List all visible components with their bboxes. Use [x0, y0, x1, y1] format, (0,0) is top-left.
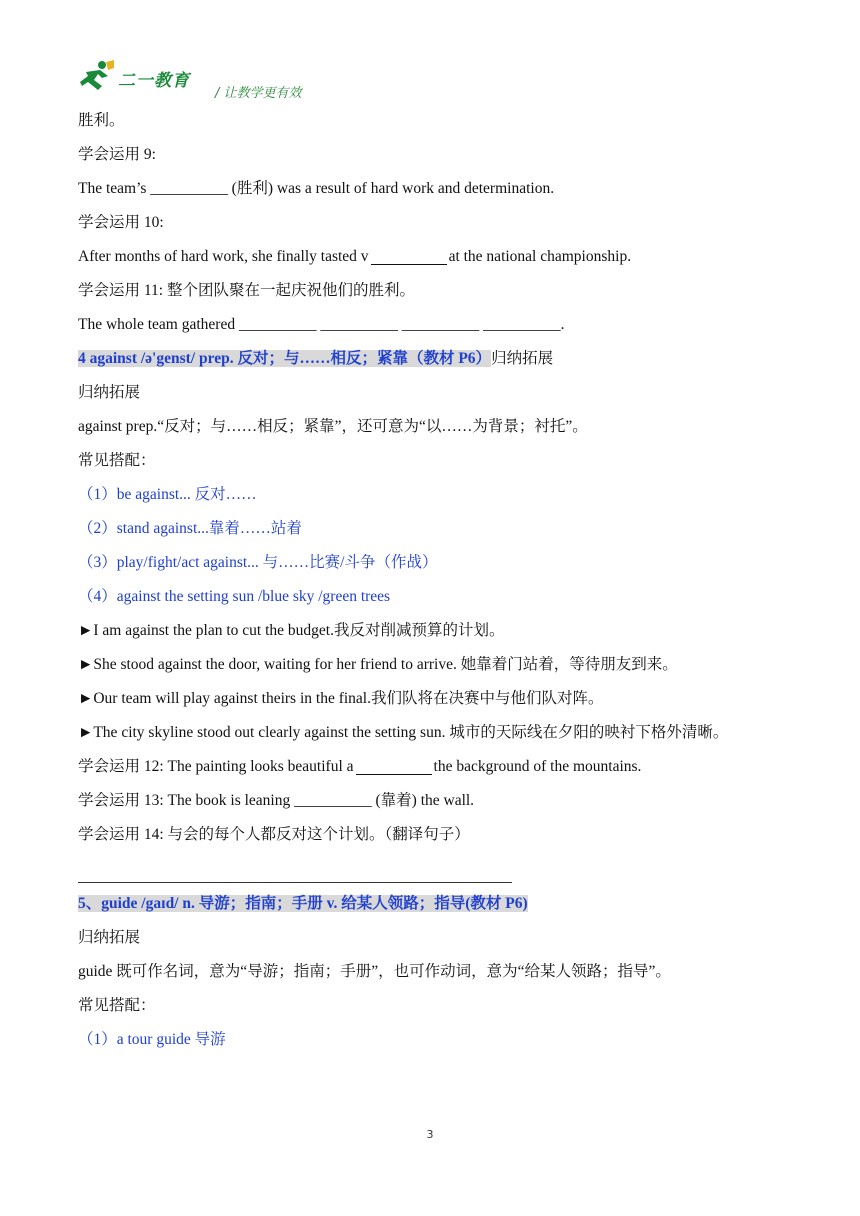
sentence-part: After months of hard work, she finally tasted v: [78, 248, 369, 265]
exercise-label: 学会运用 9:: [78, 146, 156, 163]
exercise-sentence: 学会运用 13: The book is leaning __________ (靠着) the wall.: [78, 792, 475, 809]
example-sentence: ►Our team will play against theirs in the final.我们队将在决赛中与他们队对阵。: [78, 690, 604, 707]
subheading: 归纳拓展: [78, 384, 141, 401]
exercise-sentence: The whole team gathered __________ __________ __________ __________.: [78, 316, 565, 333]
heading-suffix: 归纳拓展: [491, 350, 554, 367]
text-line: 胜利。: [78, 112, 125, 129]
section-heading: [78, 887, 788, 921]
blank-underline: [371, 246, 447, 265]
page-number: 3: [426, 1128, 434, 1141]
document-body: [78, 104, 788, 1057]
section-heading: [78, 342, 788, 376]
heading-text: 5、guide /gaɪd/ n. 导游；指南；手册 v. 给某人领路；指导(教材 P6): [78, 895, 528, 912]
example-sentence: ►The city skyline stood out clearly against the setting sun. 城市的天际线在夕阳的映衬下格外清晰。: [78, 724, 729, 741]
collocation-item: （4）against the setting sun /blue sky /green trees: [78, 588, 391, 605]
sentence-part: the background of the mountains.: [433, 758, 642, 775]
blank-underline: [356, 756, 432, 775]
answer-line: [78, 866, 512, 883]
subheading: 归纳拓展: [78, 929, 141, 946]
header-slogan: / 让教学更有效: [215, 86, 302, 101]
text-line: 常见搭配：: [78, 452, 156, 469]
collocation-item: （3）play/fight/act against... 与……比赛/斗争（作战）: [78, 554, 438, 571]
exercise-label: 学会运用 14: 与会的每个人都反对这个计划。（翻译句子）: [78, 826, 470, 843]
exercise-sentence: [78, 750, 788, 784]
sentence-part: 学会运用 12: The painting looks beautiful a: [78, 758, 354, 775]
logo: [80, 60, 200, 94]
exercise-sentence: [78, 240, 788, 274]
runner-logo-icon: [80, 60, 116, 92]
collocation-item: （2）stand against...靠着……站着: [78, 520, 302, 537]
exercise-label: 学会运用 11: 整个团队聚在一起庆祝他们的胜利。: [78, 282, 415, 299]
page-header: [80, 60, 780, 100]
sentence-part: at the national championship.: [448, 248, 632, 265]
exercise-sentence: The team’s __________ (胜利) was a result of hard work and determination.: [78, 180, 555, 197]
text-line: 常见搭配：: [78, 997, 156, 1014]
example-sentence: ►I am against the plan to cut the budget.我反对削减预算的计划。: [78, 622, 505, 639]
collocation-item: （1）be against... 反对……: [78, 486, 257, 503]
text-line: guide 既可作名词，意为“导游；指南；手册”，也可作动词，意为“给某人领路；指导”。: [78, 963, 671, 980]
text-line: against prep.“反对；与……相反；紧靠”，还可意为“以……为背景；衬托”。: [78, 418, 588, 435]
heading-text: 4 against /ə'genst/ prep. 反对；与……相反；紧靠（教材 P6）: [78, 350, 492, 367]
collocation-item: （1）a tour guide 导游: [78, 1031, 226, 1048]
example-sentence: ►She stood against the door, waiting for her friend to arrive. 她靠着门站着，等待朋友到来。: [78, 656, 678, 673]
exercise-label: 学会运用 10:: [78, 214, 164, 231]
logo-text: 二一教育: [118, 71, 190, 91]
